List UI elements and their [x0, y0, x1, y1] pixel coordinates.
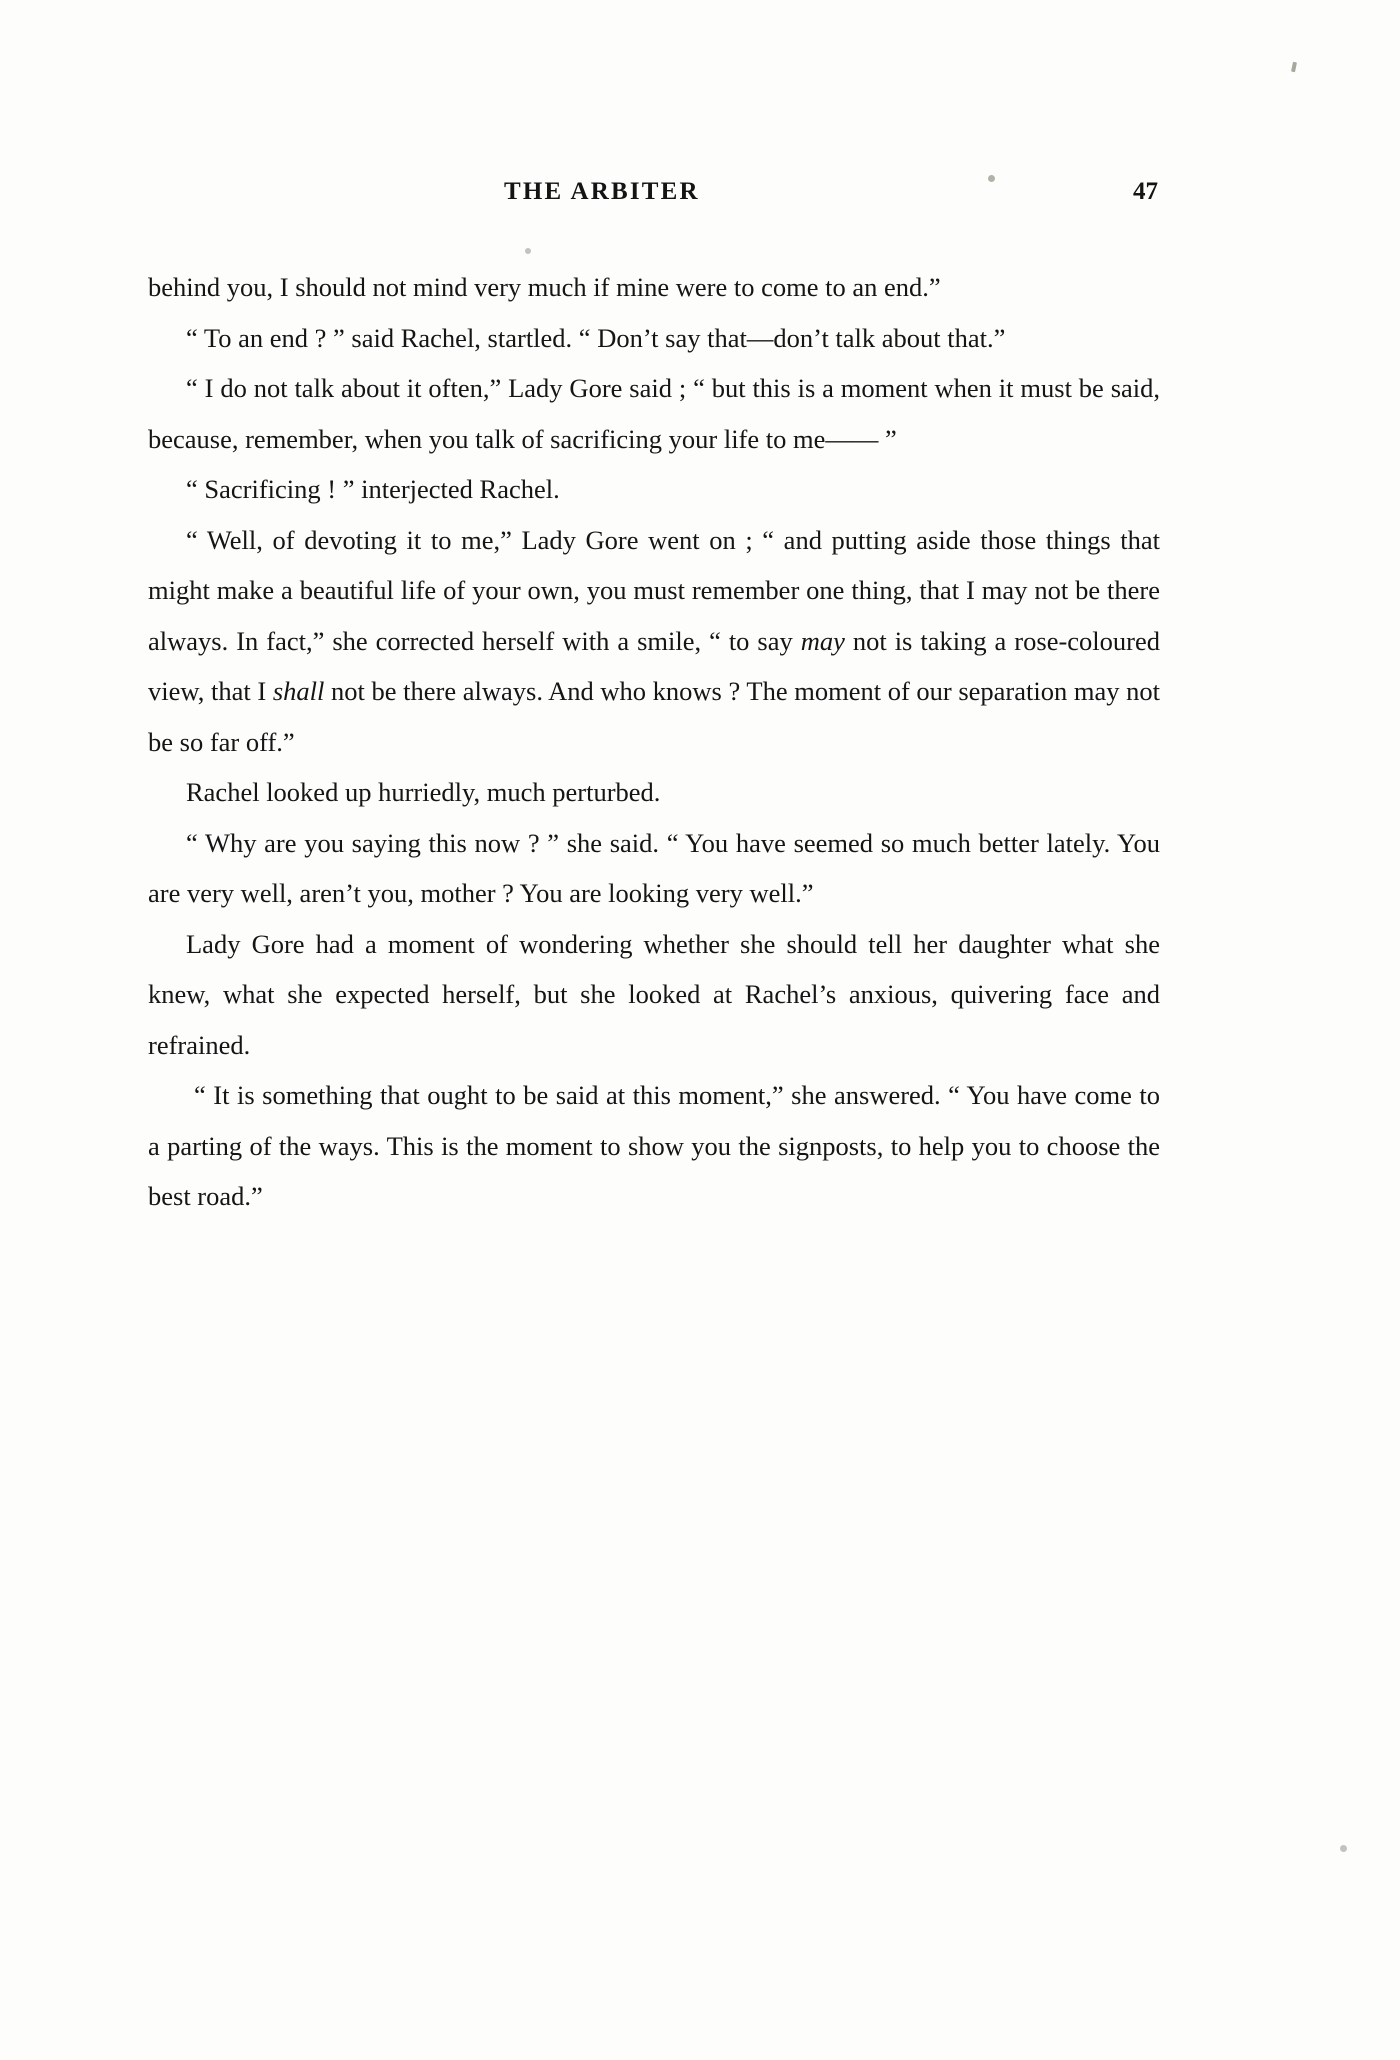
paragraph: behind you, I should not mind very much if mine were to come to an end.” — [148, 272, 941, 302]
paragraph: Rachel looked up hurriedly, much perturbed. — [186, 777, 661, 807]
page-speck — [1291, 62, 1297, 73]
page-body — [148, 262, 1160, 1222]
emphasis-may: may — [800, 625, 845, 656]
paragraph: “ To an end ? ” said Rachel, startled. “ Don’t say that—don’t talk about that.” — [186, 322, 1006, 353]
page-speck — [1340, 1845, 1347, 1852]
paragraph-text: “ I do not talk about it often,” Lady Gore said ; “ but this is a moment when it must be said, because, remember, when you talk of sacrificing your life to me—— ” — [148, 373, 1160, 454]
paragraph: “ Sacrificing ! ” interjected Rachel. — [186, 474, 560, 504]
paragraph: “ Why are you saying this now ? ” she said. “ You have seemed so much better lately. You are very well, aren’t you, mother ? You are looking very well.” — [148, 827, 1160, 908]
page-number: 47 — [1133, 178, 1158, 205]
paragraph-text-part: not is taking a rose-coloured view, that I — [148, 625, 1160, 706]
page-header — [148, 178, 1158, 212]
emphasis-shall: shall — [272, 676, 325, 706]
page-speck — [525, 248, 531, 254]
running-title: THE ARBITER — [504, 178, 700, 205]
paragraph — [148, 515, 1160, 768]
paragraph-text-part: “ Well, of devoting it to me,” Lady Gore went on ; “ and putting aside those things that might make a beautiful life of your own, you must remember one thing, that I may not be there always. In fact,” she corrected herself with a smile, “ to say — [148, 524, 1160, 656]
paragraph — [148, 363, 1160, 464]
paragraph: Lady Gore had a moment of wondering whether she should tell her daughter what she knew, what she expected herself, but she looked at Rachel’s anxious, quivering face and refrained. — [148, 928, 1160, 1060]
paragraph-text-part: not be there always. And who knows ? The moment of our separation may not be so far off.” — [148, 676, 1160, 757]
paragraph: “ It is something that ought to be said at this moment,” she answered. “ You have come to a parting of the ways. This is the moment to show you the signposts, to help you to choose the best road.” — [148, 1080, 1160, 1211]
